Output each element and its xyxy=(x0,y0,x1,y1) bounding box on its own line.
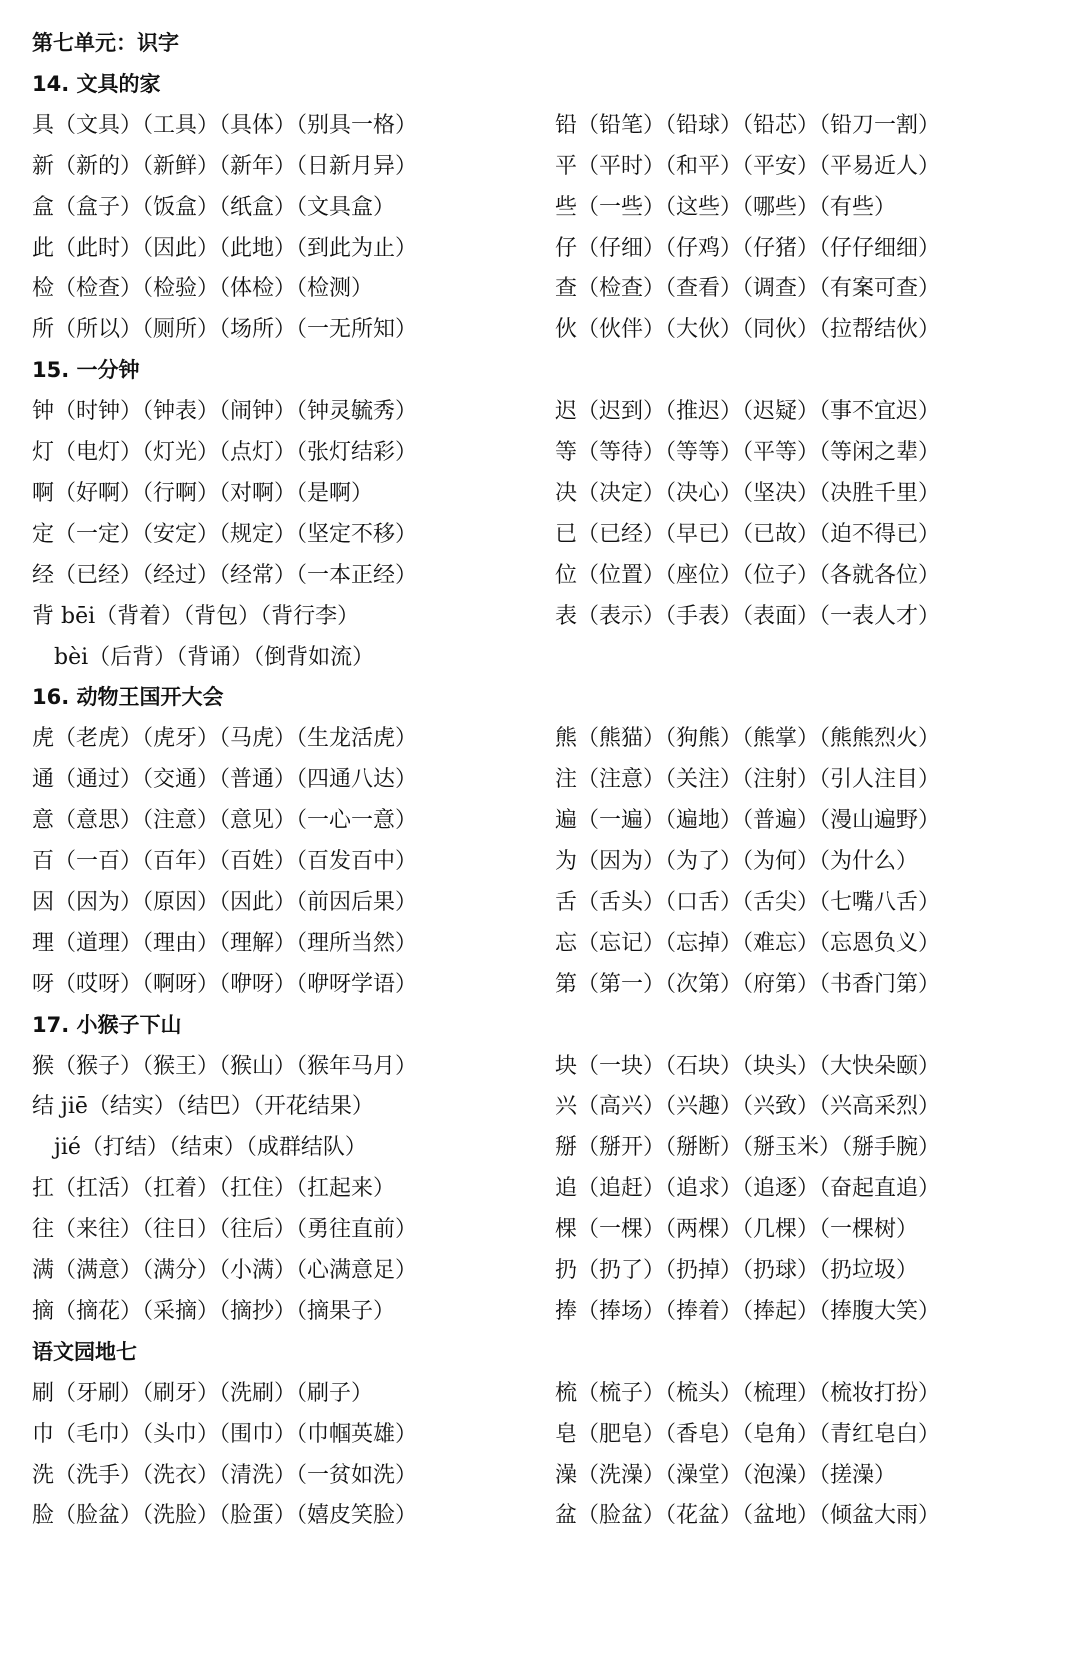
word-entry-right: 仔（仔细）（仔鸡）（仔猪）（仔仔细细） xyxy=(555,235,941,261)
word-entry-right: 梳（梳子）（梳头）（梳理）（梳妆打扮） xyxy=(555,1380,941,1406)
section-heading: 15. 一分钟 xyxy=(32,358,140,383)
section-heading: 16. 动物王国开大会 xyxy=(32,685,224,710)
word-row xyxy=(0,431,1080,474)
word-entry-left: 钟（时钟）（钟表）（闹钟）（钟灵毓秀） xyxy=(32,399,418,425)
word-entry-right: 伙（伙伴）（大伙）（同伙）（拉帮结伙） xyxy=(555,317,941,343)
word-entry-right: 为（因为）（为了）（为何）（为什么） xyxy=(555,849,919,874)
section-heading: 语文园地七 xyxy=(32,1339,137,1364)
word-row xyxy=(0,145,1080,188)
word-row xyxy=(0,595,1080,638)
word-entry-left: 往（来往）（往日）（往后）（勇往直前） xyxy=(32,1217,418,1243)
word-entry-left: 猴（猴子）（猴王）（猴山）（猴年马月） xyxy=(32,1053,418,1079)
word-entry-left: 意（意思）（注意）（意见）（一心一意） xyxy=(32,808,418,834)
word-entry-right: 忘（忘记）（忘掉）（难忘）（忘恩负义） xyxy=(555,930,941,956)
word-row xyxy=(0,963,1080,1006)
section-heading-row xyxy=(0,63,1080,106)
word-row xyxy=(0,513,1080,556)
word-entry-right: 迟（迟到）（推迟）（迟疑）（事不宜迟） xyxy=(555,399,941,425)
word-row xyxy=(0,799,1080,842)
word-entry-left: 摘（摘花）（采摘）（摘抄）（摘果子） xyxy=(32,1298,396,1324)
word-entry-left: 理（道理）（理由）（理解）（理所当然） xyxy=(32,930,418,956)
word-entry-left: 所（所以）（厕所）（场所）（一无所知） xyxy=(32,317,418,343)
word-entry-right: 等（等待）（等等）（平等）（等闲之辈） xyxy=(555,440,941,465)
section-heading: 14. 文具的家 xyxy=(32,71,161,96)
word-entry-left: 百（一百）（百年）（百姓）（百发百中） xyxy=(32,849,418,874)
word-entry-left: bèi（后背）（背诵）（倒背如流） xyxy=(54,644,375,670)
word-entry-left: 通（通过）（交通）（普通）（四通八达） xyxy=(32,767,418,793)
word-row xyxy=(0,758,1080,801)
section-heading-row xyxy=(0,676,1080,719)
word-entry-right: 决（决定）（决心）（坚决）（决胜千里） xyxy=(555,480,941,506)
word-row xyxy=(0,472,1080,515)
word-entry-right: 查（检查）（查看）（调查）（有案可查） xyxy=(555,276,941,302)
word-entry-left: 脸（脸盆）（洗脸）（脸蛋）（嬉皮笑脸） xyxy=(32,1503,418,1529)
word-row xyxy=(0,922,1080,965)
word-row xyxy=(0,186,1080,229)
word-row xyxy=(0,104,1080,147)
word-entry-right: 些（一些）（这些）（哪些）（有些） xyxy=(555,194,897,220)
word-entry-left: 新（新的）（新鲜）（新年）（日新月异） xyxy=(32,153,418,179)
word-row xyxy=(0,840,1080,883)
word-row xyxy=(0,1494,1080,1537)
word-row xyxy=(0,308,1080,351)
word-entry-left: 呀（哎呀）（啊呀）（咿呀）（咿呀学语） xyxy=(32,971,418,997)
word-entry-right: 兴（高兴）（兴趣）（兴致）（兴高采烈） xyxy=(555,1094,941,1120)
word-entry-right: 掰（掰开）（掰断）（掰玉米）（掰手腕） xyxy=(555,1135,941,1161)
word-entry-right: 注（注意）（关注）（注射）（引人注目） xyxy=(555,767,941,793)
word-entry-left: 虎（老虎）（虎牙）（马虎）（生龙活虎） xyxy=(32,726,418,752)
word-entry-left: 满（满意）（满分）（小满）（心满意足） xyxy=(32,1258,418,1283)
word-entry-right: 铅（铅笔）（铅球）（铅芯）（铅刀一割） xyxy=(555,112,941,138)
section-heading-row xyxy=(0,349,1080,392)
word-entry-left: 此（此时）（因此）（此地）（到此为止） xyxy=(32,235,418,261)
word-row xyxy=(0,1126,1080,1169)
word-entry-left: 因（因为）（原因）（因此）（前因后果） xyxy=(32,889,418,915)
word-row xyxy=(0,636,1080,679)
word-row xyxy=(0,1413,1080,1456)
word-entry-left: 经（已经）（经过）（经常）（一本正经） xyxy=(32,562,418,588)
word-row xyxy=(0,1249,1080,1292)
word-entry-left: 灯（电灯）（灯光）（点灯）（张灯结彩） xyxy=(32,440,418,465)
word-entry-left: 啊（好啊）（行啊）（对啊）（是啊） xyxy=(32,480,374,506)
section-heading: 17. 小猴子下山 xyxy=(32,1012,182,1037)
word-row xyxy=(0,1454,1080,1497)
section-heading: 第七单元：识字 xyxy=(32,31,179,55)
word-entry-left: 检（检查）（检验）（体检）（检测） xyxy=(32,276,374,302)
word-row xyxy=(0,390,1080,433)
word-entry-right: 表（表示）（手表）（表面）（一表人才） xyxy=(555,603,941,629)
word-entry-right: 捧（捧场）（捧着）（捧起）（捧腹大笑） xyxy=(555,1298,941,1324)
word-entry-right: 皂（肥皂）（香皂）（皂角）（青红皂白） xyxy=(555,1421,941,1447)
section-heading-row xyxy=(0,1331,1080,1374)
word-entry-right: 已（已经）（早已）（已故）（迫不得已） xyxy=(555,521,941,547)
word-row xyxy=(0,267,1080,310)
word-row xyxy=(0,1290,1080,1333)
word-row xyxy=(0,1045,1080,1088)
word-row xyxy=(0,1208,1080,1251)
word-entry-left: 巾（毛巾）（头巾）（围巾）（巾帼英雄） xyxy=(32,1421,418,1447)
word-entry-right: 熊（熊猫）（狗熊）（熊掌）（熊熊烈火） xyxy=(555,726,941,752)
word-entry-left: 定（一定）（安定）（规定）（坚定不移） xyxy=(32,521,418,547)
word-entry-right: 舌（舌头）（口舌）（舌尖）（七嘴八舌） xyxy=(555,889,941,915)
word-row xyxy=(0,1085,1080,1128)
word-entry-right: 棵（一棵）（两棵）（几棵）（一棵树） xyxy=(555,1217,919,1243)
word-row xyxy=(0,227,1080,270)
word-entry-right: 追（追赶）（追求）（追逐）（奋起直追） xyxy=(555,1176,941,1202)
word-entry-left: 具（文具）（工具）（具体）（别具一格） xyxy=(32,112,418,138)
word-entry-left: 洗（洗手）（洗衣）（清洗）（一贫如洗） xyxy=(32,1462,418,1488)
word-row xyxy=(0,717,1080,760)
word-entry-right: 澡（洗澡）（澡堂）（泡澡）（搓澡） xyxy=(555,1462,897,1488)
word-row xyxy=(0,1372,1080,1415)
word-row xyxy=(0,554,1080,597)
word-entry-right: 位（位置）（座位）（位子）（各就各位） xyxy=(555,562,941,588)
word-entry-left: 扛（扛活）（扛着）（扛住）（扛起来） xyxy=(32,1176,396,1202)
word-entry-right: 遍（一遍）（遍地）（普遍）（漫山遍野） xyxy=(555,808,941,834)
word-entry-right: 扔（扔了）（扔掉）（扔球）（扔垃圾） xyxy=(555,1258,919,1283)
word-entry-left: 盒（盒子）（饭盒）（纸盒）（文具盒） xyxy=(32,194,396,220)
word-entry-left: jié（打结）（结束）（成群结队） xyxy=(54,1135,367,1161)
word-entry-left: 结 jiē（结实）（结巴）（开花结果） xyxy=(32,1094,374,1120)
word-row xyxy=(0,881,1080,924)
section-heading-row xyxy=(0,22,1080,65)
word-entry-right: 第（第一）（次第）（府第）（书香门第） xyxy=(555,971,941,997)
word-entry-left: 背 bēi（背着）（背包）（背行李） xyxy=(32,603,360,629)
word-entry-right: 盆（脸盆）（花盆）（盆地）（倾盆大雨） xyxy=(555,1503,941,1529)
word-row xyxy=(0,1167,1080,1210)
word-entry-right: 块（一块）（石块）（块头）（大快朵颐） xyxy=(555,1053,941,1079)
section-heading-row xyxy=(0,1004,1080,1047)
word-entry-left: 刷（牙刷）（刷牙）（洗刷）（刷子） xyxy=(32,1380,374,1406)
word-entry-right: 平（平时）（和平）（平安）（平易近人） xyxy=(555,153,941,179)
